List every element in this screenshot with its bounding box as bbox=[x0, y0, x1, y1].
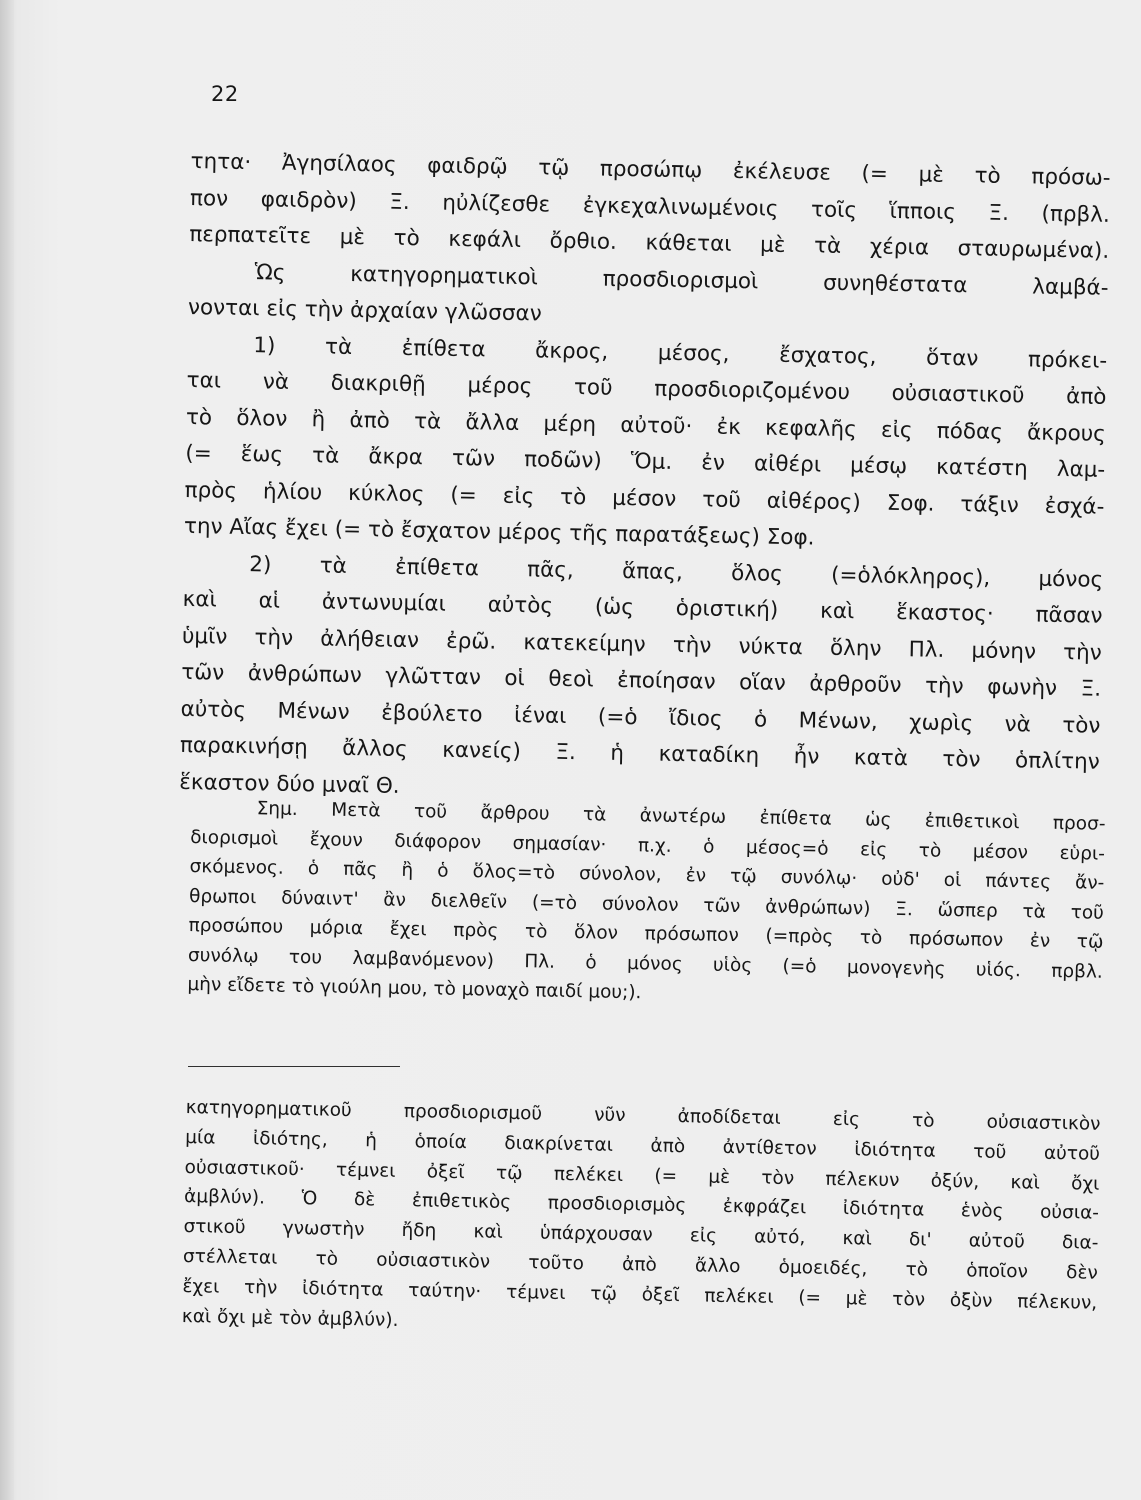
remark-line: θρωποι δύναιντ' ἂν διελθεῖν (=τὸ σύνολον τῶν ἀνθρώπων) Ξ. ὥσπερ τὰ τοῦ bbox=[188, 885, 1105, 924]
remark-block bbox=[187, 793, 1106, 1016]
main-text bbox=[179, 144, 1111, 818]
text-line: πον φαιδρὸν) Ξ. ηὐλίζεσθε ἐγκεχαλινωμένοις τοῖς ἵπποις Ξ. (πρβλ. bbox=[189, 185, 1111, 228]
remark-line: Σημ. Μετὰ τοῦ ἄρθρου τὰ ἀνωτέρω ἐπίθετα ὡς ἐπιθετικοὶ προσ- bbox=[256, 798, 1106, 835]
text-line: την Αἴας ἔχει (= τὸ ἔσχατον μέρος τῆς παρατάξεως) Σοφ. bbox=[183, 513, 815, 551]
remark-line: προσώπου μόρια ἔχει πρὸς τὸ ὅλον πρόσωπον (=πρὸς τὸ πρόσωπον ἐν τῷ bbox=[188, 914, 1104, 953]
footnote-line: ἔχει τὴν ἰδιότητα ταύτην· τέμνει τῷ ὀξεῖ πελέκει (= μὲ τὸν ὀξὺν πέλεκυν, bbox=[182, 1275, 1098, 1314]
text-line: νονται εἰς τὴν ἀρχαίαν γλῶσσαν bbox=[187, 294, 542, 327]
text-line: αὐτὸς Μένων ἐβούλετο ἰέναι (=ὁ ἴδιος ὁ Μένων, χωρὶς νὰ τὸν bbox=[180, 696, 1101, 739]
text-line: πρὸς ἡλίου κύκλος (= εἰς τὸ μέσον τοῦ αἰθέρος) Σοφ. τάξιν ἐσχά- bbox=[184, 477, 1105, 520]
text-line: περπατεῖτε μὲ τὸ κεφάλι ὄρθιο. κάθεται μὲ τὰ χέρια σταυρωμένα). bbox=[189, 221, 1110, 264]
footnote-line: οὐσιαστικοῦ· τέμνει ὀξεῖ τῷ πελέκει (= μὲ τὸν πέλεκυν ὀξύν, καὶ ὄχι bbox=[184, 1156, 1100, 1195]
footnote-line: ἀμβλύν). Ὁ δὲ ἐπιθετικὸς προσδιορισμὸς ἐκφράζει ἰδιότητα ἑνὸς οὐσια- bbox=[183, 1186, 1100, 1225]
text-line: Ὡς κατηγορηματικοὶ προσδιορισμοὶ συνηθέστατα λαμβά- bbox=[254, 259, 1109, 301]
remark-line: μὴν εἴδετε τὸ γιούλη μου, τὸ μοναχὸ παιδί μου;). bbox=[187, 973, 642, 1004]
text-line: ὑμῖν τὴν ἀλήθειαν ἐρῶ. κατεκείμην τὴν νύκτα ὅλην Πλ. μόνην τὴν bbox=[181, 623, 1102, 666]
remark-line: διορισμοὶ ἔχουν διάφορον σημασίαν· π.χ. ὁ μέσος=ὁ εἰς τὸ μέσον εὑρι- bbox=[190, 826, 1106, 865]
page-number: 22 bbox=[211, 82, 239, 106]
footnote-divider bbox=[188, 1066, 400, 1067]
footnote-block bbox=[182, 1093, 1101, 1348]
footnote-line: καὶ ὄχι μὲ τὸν ἀμβλύν). bbox=[181, 1305, 399, 1331]
text-line: 2) τὰ ἐπίθετα πᾶς, ἅπας, ὅλος (=ὁλόκληρος), μόνος bbox=[249, 551, 1104, 593]
remark-line: σκόμενος. ὁ πᾶς ἢ ὁ ὅλος=τὸ σύνολον, ἐν τῷ συνόλῳ· οὐδ' οἱ πάντες ἄν- bbox=[189, 855, 1105, 894]
footnote-line: μία ἰδιότης, ἡ ὁποία διακρίνεται ἀπὸ ἀντίθετον ἰδιότητα τοῦ αὐτοῦ bbox=[184, 1126, 1101, 1165]
text-line: τὸ ὅλον ἢ ἀπὸ τὰ ἄλλα μέρη αὐτοῦ· ἐκ κεφαλῆς εἰς πόδας ἄκρους bbox=[185, 404, 1107, 447]
page-edge-shadow bbox=[0, 0, 14, 1500]
text-line: τῶν ἀνθρώπων γλῶτταν οἱ θεοὶ ἐποίησαν οἵαν ἀρθροῦν τὴν φωνὴν Ξ. bbox=[181, 659, 1102, 702]
text-line: καὶ αἱ ἀντωνυμίαι αὐτὸς (ὡς ὁριστική) καὶ ἕκαστος· πᾶσαν bbox=[182, 586, 1103, 629]
remark-line: συνόλῳ του λαμβανόμενον) Πλ. ὁ μόνος υἱὸς (=ὁ μονογενὴς υἱός. πρβλ. bbox=[187, 944, 1103, 983]
text-line: ἕκαστον δύο μναῖ Θ. bbox=[179, 769, 400, 799]
footnote-line: κατηγορηματικοῦ προσδιορισμοῦ νῦν ἀποδίδεται εἰς τὸ οὐσιαστικὸν bbox=[185, 1096, 1101, 1135]
text-line: τητα· Ἀγησίλαος φαιδρῷ τῷ προσώπῳ ἐκέλευσε (= μὲ τὸ πρόσω- bbox=[190, 148, 1111, 191]
text-line: (= ἕως τὰ ἄκρα τῶν ποδῶν) Ὅμ. ἐν αἰθέρι μέσῳ κατέστη λαμ- bbox=[185, 440, 1106, 483]
footnote-line: στέλλεται τὸ οὐσιαστικὸν τοῦτο ἀπὸ ἄλλο ὁμοειδές, τὸ ὁποῖον δὲν bbox=[182, 1245, 1098, 1284]
footnote-line: στικοῦ γνωστὴν ἤδη καὶ ὑπάρχουσαν εἰς αὐτό, καὶ δι' αὐτοῦ δια- bbox=[183, 1216, 1099, 1254]
text-line: 1) τὰ ἐπίθετα ἄκρος, μέσος, ἔσχατος, ὅταν πρόκει- bbox=[253, 332, 1108, 374]
text-line: ται νὰ διακριθῇ μέρος τοῦ προσδιοριζομένου οὐσιαστικοῦ ἀπὸ bbox=[186, 367, 1107, 410]
text-line: παρακινήσῃ ἄλλος κανείς) Ξ. ἡ καταδίκη ἦν κατὰ τὸν ὁπλίτην bbox=[179, 732, 1100, 775]
